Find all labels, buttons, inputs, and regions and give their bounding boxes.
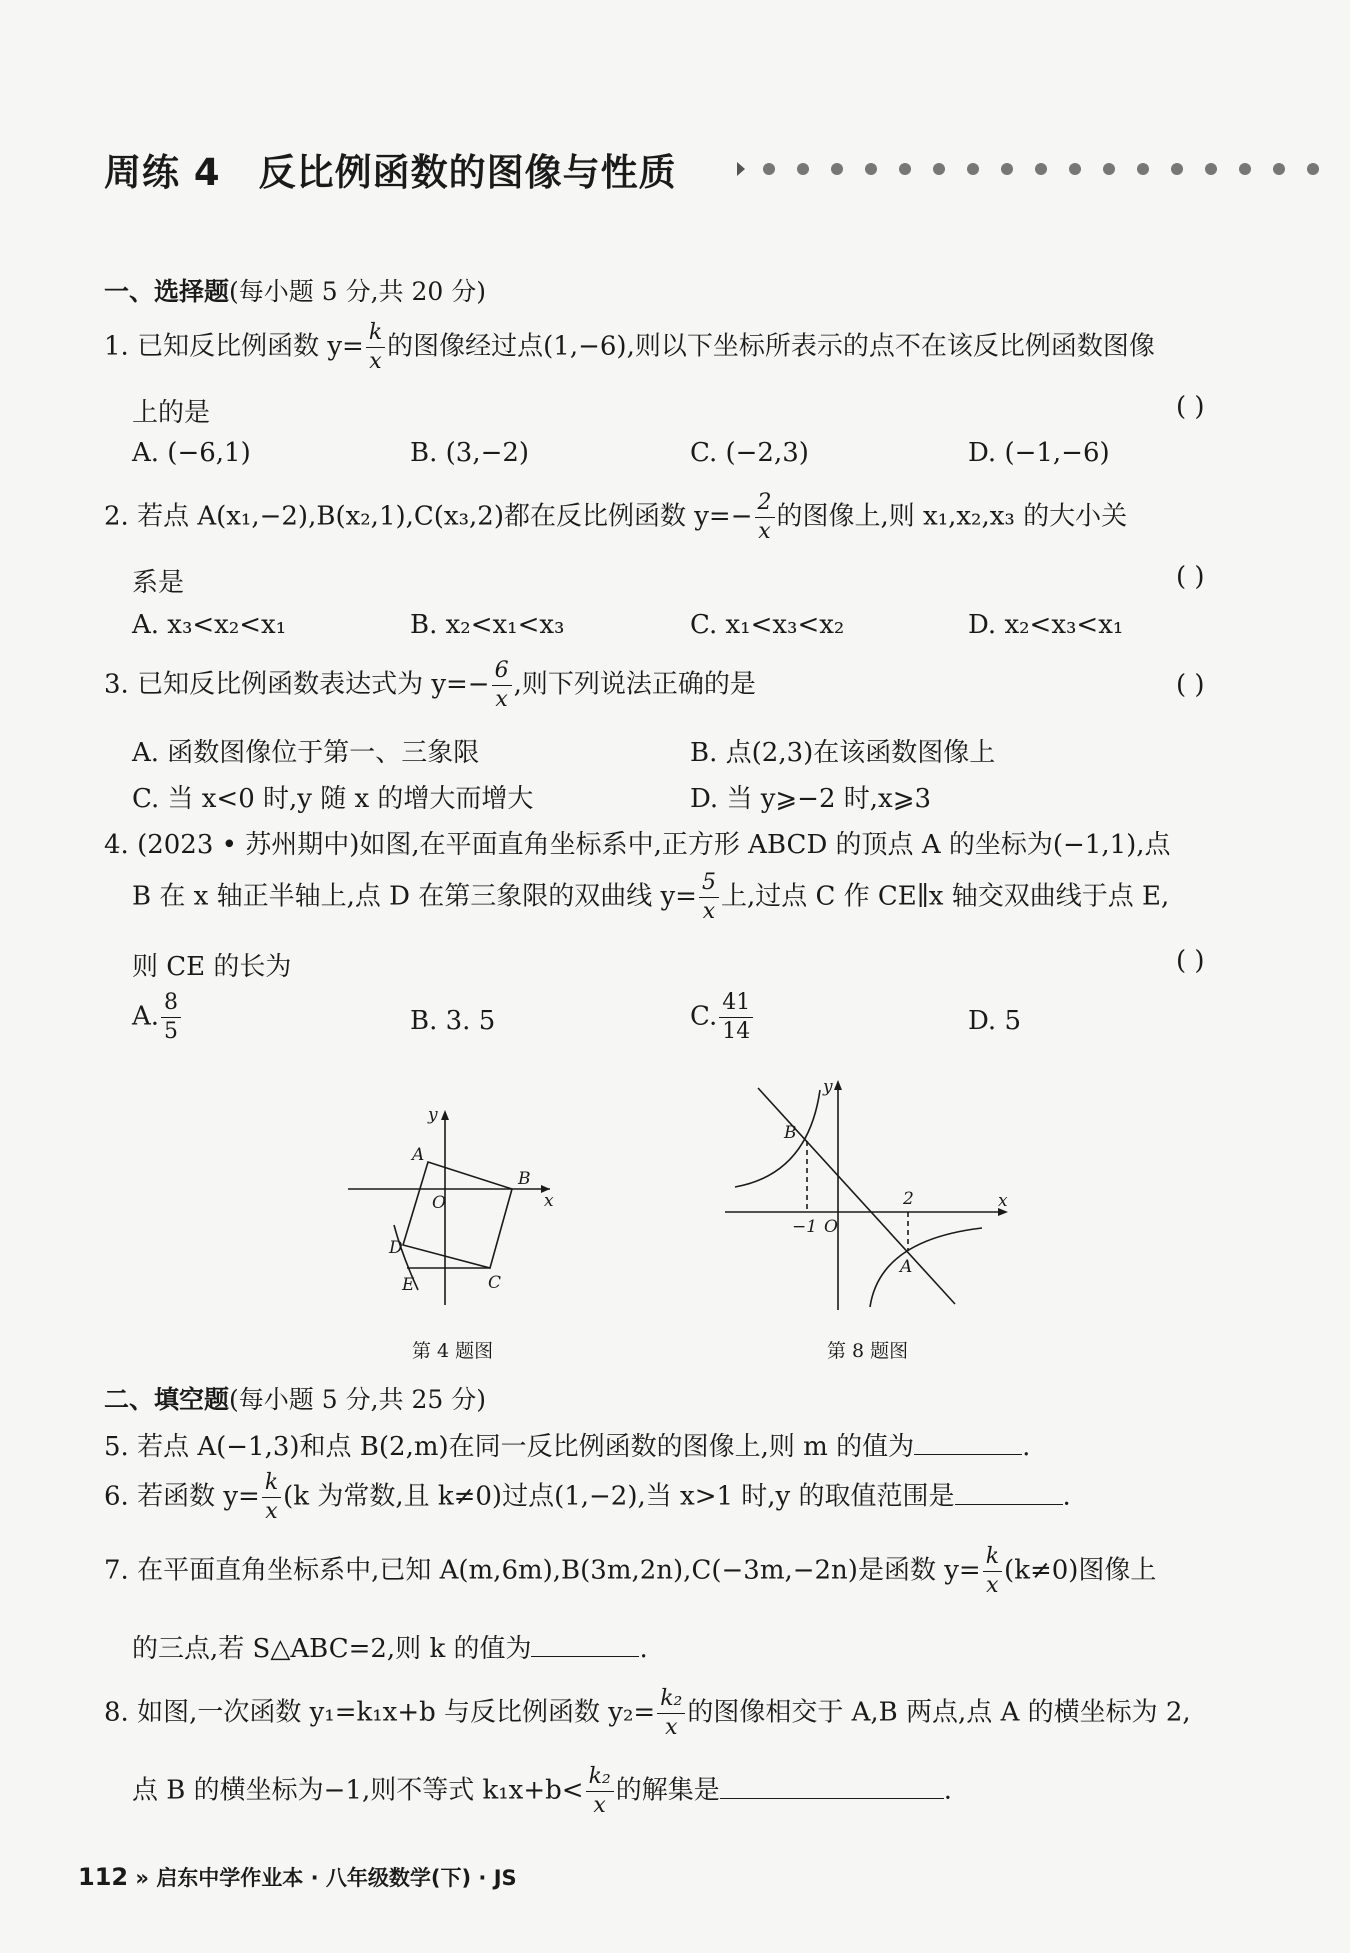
period: . bbox=[1062, 1481, 1071, 1512]
title-text: 反比例函数的图像与性质 bbox=[258, 151, 677, 194]
answer-paren: ( ) bbox=[1176, 670, 1205, 700]
section-note: (每小题 5 分,共 25 分) bbox=[229, 1385, 486, 1414]
question-3-line-1 bbox=[104, 660, 756, 711]
linear-function-line bbox=[758, 1088, 955, 1304]
label-x: x bbox=[544, 1191, 554, 1211]
section-title: 一、选择题 bbox=[104, 277, 230, 306]
question-4-line-1: 4. (2023 • 苏州期中)如图,在平面直角坐标系中,正方形 ABCD 的顶点 A 的坐标为(−1,1),点 bbox=[104, 830, 1171, 860]
title-prefix: 周练 4 bbox=[104, 151, 221, 194]
denominator: 14 bbox=[722, 1019, 751, 1044]
label-y: y bbox=[823, 1077, 833, 1097]
chevron-right-icon: » bbox=[135, 1866, 149, 1890]
period: . bbox=[1022, 1432, 1031, 1462]
answer-blank bbox=[955, 1482, 1063, 1505]
fraction bbox=[586, 1766, 614, 1817]
label-y: y bbox=[428, 1105, 438, 1125]
section-heading-fill bbox=[104, 1380, 486, 1416]
q2-text-a: 2. 若点 A(x₁,−2),B(x₂,1),C(x₃,2)都在反比例函数 y=− bbox=[104, 501, 753, 532]
figure-8-caption: 第 8 题图 bbox=[827, 1340, 909, 1362]
question-2-line-1 bbox=[104, 492, 1127, 543]
q3-option-a: A. 函数图像位于第一、三象限 bbox=[132, 738, 480, 768]
q1-text-b: 的图像经过点(1,−6),则以下坐标所表示的点不在该反比例函数图像 bbox=[387, 331, 1155, 362]
q8-text-d: 的解集是 bbox=[615, 1775, 720, 1806]
question-4-line-2 bbox=[132, 872, 1169, 923]
q1-text-a: 1. 已知反比例函数 y= bbox=[104, 331, 364, 362]
figure-4-diagram bbox=[340, 1100, 570, 1310]
q8-text-a: 8. 如图,一次函数 y₁=k₁x+b 与反比例函数 y₂= bbox=[104, 1697, 656, 1728]
question-8-line-2 bbox=[132, 1766, 952, 1817]
denominator: x bbox=[986, 1573, 999, 1598]
title-dots-decoration bbox=[735, 160, 1335, 178]
q3-text-b: ,则下列说法正确的是 bbox=[513, 669, 756, 700]
square-abcd bbox=[403, 1162, 512, 1268]
answer-blank bbox=[720, 1776, 944, 1799]
q7-text-c: 的三点,若 S△ABC=2,则 k 的值为 bbox=[132, 1634, 532, 1664]
question-8-line-1 bbox=[104, 1688, 1191, 1739]
numerator: k bbox=[366, 322, 385, 348]
label-a: A bbox=[412, 1145, 425, 1165]
label-o: O bbox=[824, 1217, 838, 1237]
q4-option-d: D. 5 bbox=[968, 1006, 1021, 1036]
label-o: O bbox=[432, 1193, 446, 1213]
q5-text: 5. 若点 A(−1,3)和点 B(2,m)在同一反比例函数的图像上,则 m 的值为 bbox=[104, 1432, 915, 1462]
question-7-line-2 bbox=[132, 1628, 648, 1665]
question-6 bbox=[104, 1472, 1071, 1523]
numerator: k₂ bbox=[586, 1766, 614, 1792]
q6-text-b: (k 为常数,且 k≠0)过点(1,−2),当 x>1 时,y 的取值范围是 bbox=[283, 1481, 955, 1512]
page-number: 112 bbox=[78, 1863, 129, 1891]
q4-option-c bbox=[690, 992, 755, 1043]
q3-text-a: 3. 已知反比例函数表达式为 y=− bbox=[104, 669, 490, 700]
figure-8-diagram bbox=[720, 1070, 1020, 1320]
q3-option-d: D. 当 y⩾−2 时,x⩾3 bbox=[690, 784, 932, 814]
section-note: (每小题 5 分,共 20 分) bbox=[229, 277, 486, 306]
fraction bbox=[161, 992, 181, 1043]
label-e: E bbox=[402, 1275, 415, 1295]
denominator: x bbox=[758, 519, 771, 544]
q4-option-a bbox=[132, 992, 183, 1043]
numerator: k₂ bbox=[657, 1688, 685, 1714]
numerator: 41 bbox=[719, 992, 753, 1018]
question-1-line-1 bbox=[104, 322, 1155, 373]
q3-option-c: C. 当 x<0 时,y 随 x 的增大而增大 bbox=[132, 784, 534, 814]
q4-text-a: B 在 x 轴正半轴上,点 D 在第三象限的双曲线 y= bbox=[132, 881, 697, 912]
label-x: x bbox=[998, 1191, 1008, 1211]
numerator: 8 bbox=[161, 992, 181, 1018]
label-b: B bbox=[784, 1123, 797, 1143]
q2-option-b: B. x₂<x₁<x₃ bbox=[410, 610, 565, 640]
fraction bbox=[719, 992, 753, 1043]
q4-option-b: B. 3. 5 bbox=[410, 1006, 496, 1036]
q1-option-c: C. (−2,3) bbox=[690, 438, 809, 468]
q1-option-b: B. (3,−2) bbox=[410, 438, 530, 468]
q6-text-a: 6. 若函数 y= bbox=[104, 1481, 260, 1512]
answer-blank bbox=[531, 1634, 639, 1657]
label-b: B bbox=[518, 1169, 531, 1189]
option-label: A. bbox=[132, 1001, 160, 1032]
answer-paren: ( ) bbox=[1176, 392, 1205, 422]
label-neg-one: −1 bbox=[792, 1217, 818, 1237]
q2-option-d: D. x₂<x₃<x₁ bbox=[968, 610, 1124, 640]
label-d: D bbox=[389, 1238, 403, 1258]
label-two: 2 bbox=[903, 1189, 914, 1209]
answer-blank bbox=[914, 1432, 1022, 1455]
numerator: 5 bbox=[699, 872, 719, 898]
fraction bbox=[983, 1546, 1002, 1597]
q1-option-a: A. (−6,1) bbox=[132, 438, 251, 468]
label-a: A bbox=[900, 1257, 913, 1277]
question-1-line-2: 上的是 bbox=[132, 398, 211, 428]
fraction bbox=[262, 1472, 281, 1523]
numerator: k bbox=[262, 1472, 281, 1498]
denominator: x bbox=[593, 1793, 606, 1818]
q2-text-b: 的图像上,则 x₁,x₂,x₃ 的大小关 bbox=[776, 501, 1128, 532]
fraction bbox=[657, 1688, 685, 1739]
denominator: x bbox=[702, 899, 716, 924]
q2-option-c: C. x₁<x₃<x₂ bbox=[690, 610, 845, 640]
question-7-line-1 bbox=[104, 1546, 1156, 1597]
numerator: k bbox=[983, 1546, 1002, 1572]
answer-paren: ( ) bbox=[1176, 946, 1205, 976]
denominator: x bbox=[369, 349, 382, 374]
figure-4-caption: 第 4 题图 bbox=[412, 1340, 494, 1362]
q8-text-c: 点 B 的横坐标为−1,则不等式 k₁x+b< bbox=[132, 1775, 584, 1806]
period: . bbox=[943, 1775, 952, 1806]
fraction bbox=[755, 492, 775, 543]
q7-text-b: (k≠0)图像上 bbox=[1004, 1555, 1157, 1586]
hyperbola-branch-right bbox=[870, 1228, 982, 1307]
q8-text-b: 的图像相交于 A,B 两点,点 A 的横坐标为 2, bbox=[687, 1697, 1191, 1728]
answer-paren: ( ) bbox=[1176, 562, 1205, 592]
period: . bbox=[639, 1634, 648, 1664]
question-2-line-2: 系是 bbox=[132, 568, 185, 598]
option-label: C. bbox=[690, 1001, 718, 1032]
numerator: 6 bbox=[492, 660, 512, 686]
numerator: 2 bbox=[755, 492, 775, 518]
q1-option-d: D. (−1,−6) bbox=[968, 438, 1110, 468]
denominator: x bbox=[495, 687, 508, 712]
question-5 bbox=[104, 1426, 1030, 1463]
q4-text-b: 上,过点 C 作 CE∥x 轴交双曲线于点 E, bbox=[720, 881, 1170, 912]
fraction bbox=[699, 872, 719, 923]
question-4-line-3: 则 CE 的长为 bbox=[132, 952, 292, 982]
page-footer bbox=[78, 1862, 517, 1892]
section-title: 二、填空题 bbox=[104, 1385, 230, 1414]
section-heading-choice bbox=[104, 272, 486, 308]
q3-option-b: B. 点(2,3)在该函数图像上 bbox=[690, 738, 996, 768]
fraction bbox=[492, 660, 512, 711]
label-c: C bbox=[488, 1273, 502, 1293]
denominator: x bbox=[665, 1715, 678, 1740]
denominator: x bbox=[265, 1499, 278, 1524]
fraction bbox=[366, 322, 385, 373]
q7-text-a: 7. 在平面直角坐标系中,已知 A(m,6m),B(3m,2n),C(−3m,−2n)是函数 y= bbox=[104, 1555, 981, 1586]
q2-option-a: A. x₃<x₂<x₁ bbox=[132, 610, 287, 640]
footer-text: 启东中学作业本 · 八年级数学(下) · JS bbox=[156, 1866, 517, 1890]
page-title bbox=[104, 142, 677, 196]
denominator: 5 bbox=[164, 1019, 179, 1044]
